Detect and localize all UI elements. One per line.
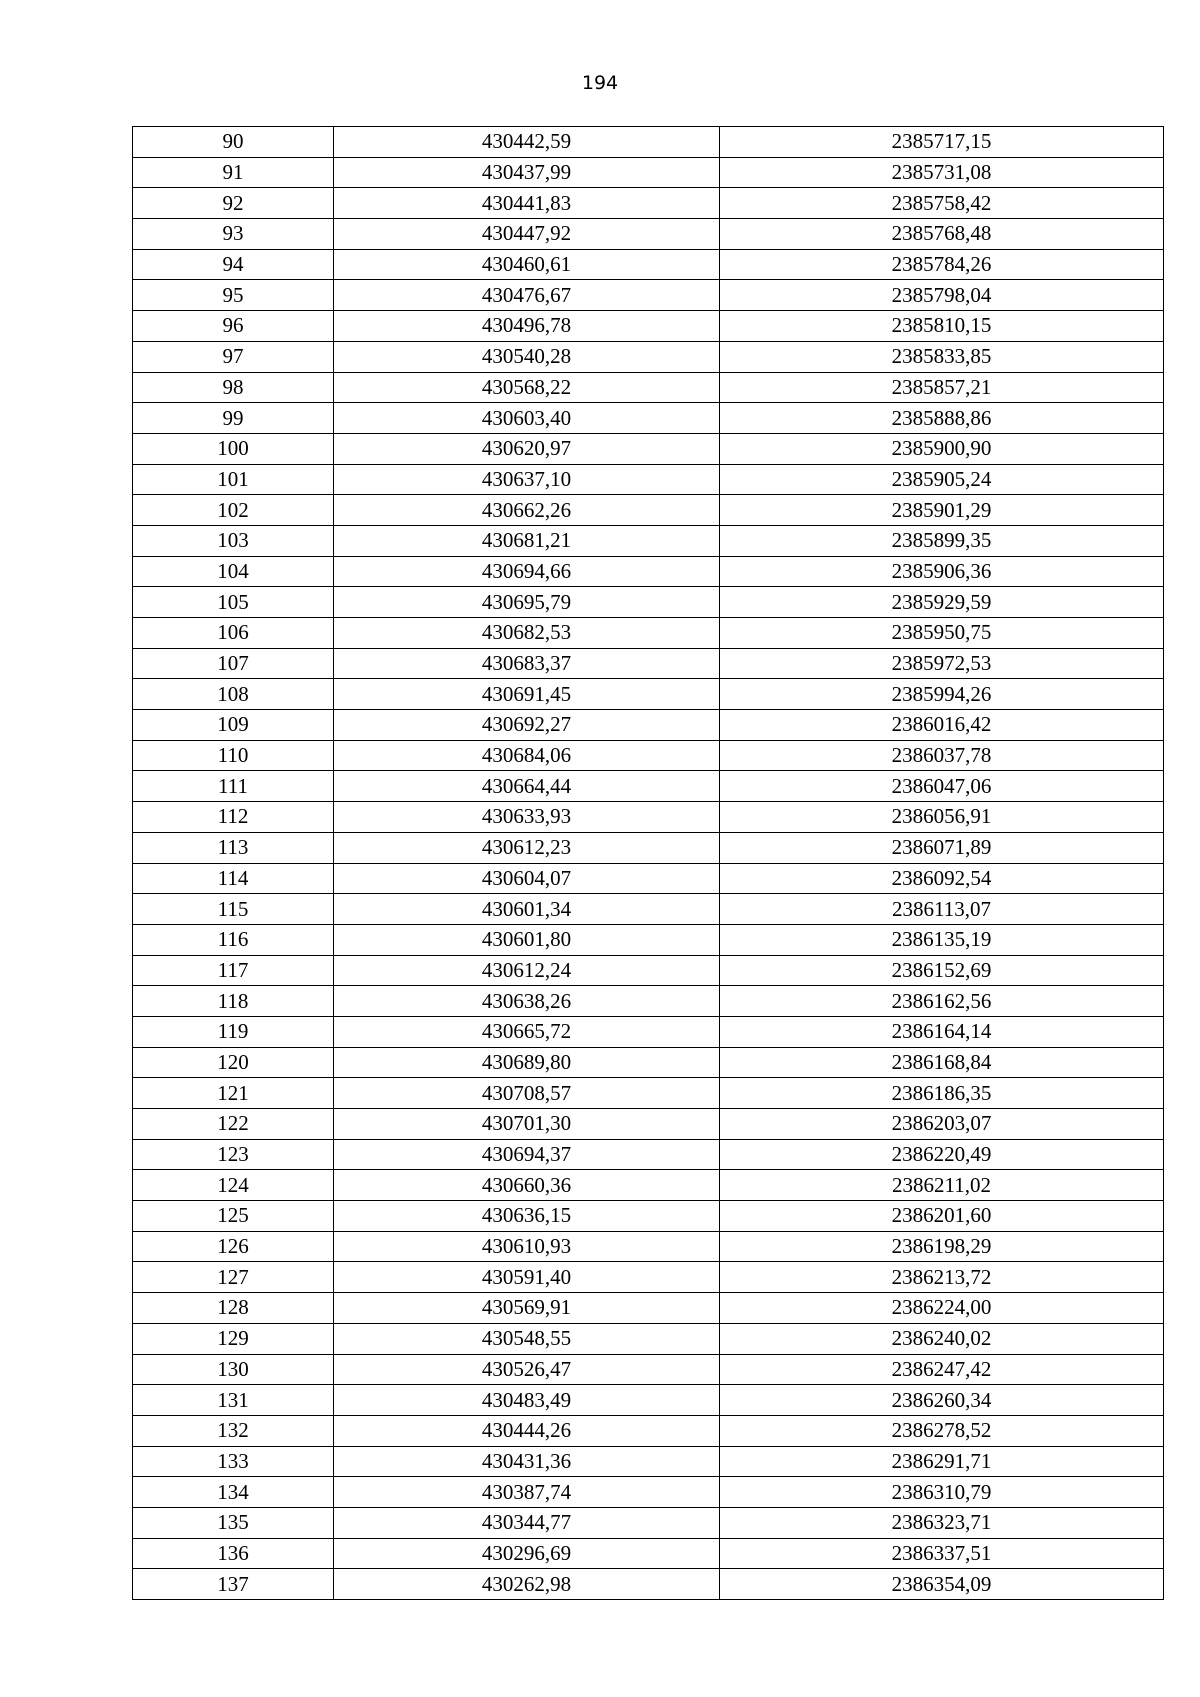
y-coordinate-cell: 2386168,84 <box>720 1047 1164 1078</box>
x-coordinate-cell: 430569,91 <box>334 1293 720 1324</box>
x-coordinate-cell: 430476,67 <box>334 280 720 311</box>
x-coordinate-cell: 430604,07 <box>334 863 720 894</box>
y-coordinate-cell: 2386337,51 <box>720 1538 1164 1569</box>
x-coordinate-cell: 430444,26 <box>334 1415 720 1446</box>
x-coordinate-cell: 430695,79 <box>334 587 720 618</box>
y-coordinate-cell: 2386198,29 <box>720 1231 1164 1262</box>
point-number-cell: 112 <box>133 802 334 833</box>
point-number-cell: 135 <box>133 1507 334 1538</box>
y-coordinate-cell: 2386186,35 <box>720 1078 1164 1109</box>
point-number-cell: 104 <box>133 556 334 587</box>
x-coordinate-cell: 430437,99 <box>334 157 720 188</box>
table-row <box>133 894 1164 925</box>
x-coordinate-cell: 430681,21 <box>334 525 720 556</box>
table-row <box>133 1078 1164 1109</box>
y-coordinate-cell: 2385784,26 <box>720 249 1164 280</box>
x-coordinate-cell: 430262,98 <box>334 1569 720 1600</box>
x-coordinate-cell: 430694,66 <box>334 556 720 587</box>
y-coordinate-cell: 2386164,14 <box>720 1016 1164 1047</box>
x-coordinate-cell: 430684,06 <box>334 740 720 771</box>
point-number-cell: 129 <box>133 1323 334 1354</box>
coordinates-table-body <box>133 127 1164 1600</box>
x-coordinate-cell: 430601,34 <box>334 894 720 925</box>
table-row <box>133 464 1164 495</box>
point-number-cell: 131 <box>133 1385 334 1416</box>
table-row <box>133 587 1164 618</box>
point-number-cell: 101 <box>133 464 334 495</box>
point-number-cell: 115 <box>133 894 334 925</box>
point-number-cell: 93 <box>133 219 334 250</box>
table-row <box>133 679 1164 710</box>
x-coordinate-cell: 430296,69 <box>334 1538 720 1569</box>
y-coordinate-cell: 2386056,91 <box>720 802 1164 833</box>
x-coordinate-cell: 430694,37 <box>334 1139 720 1170</box>
point-number-cell: 119 <box>133 1016 334 1047</box>
table-row <box>133 924 1164 955</box>
table-row <box>133 1262 1164 1293</box>
y-coordinate-cell: 2386323,71 <box>720 1507 1164 1538</box>
table-row <box>133 1047 1164 1078</box>
x-coordinate-cell: 430701,30 <box>334 1109 720 1140</box>
table-row <box>133 1569 1164 1600</box>
table-row <box>133 1415 1164 1446</box>
x-coordinate-cell: 430708,57 <box>334 1078 720 1109</box>
y-coordinate-cell: 2386278,52 <box>720 1415 1164 1446</box>
point-number-cell: 111 <box>133 771 334 802</box>
point-number-cell: 102 <box>133 495 334 526</box>
point-number-cell: 91 <box>133 157 334 188</box>
point-number-cell: 123 <box>133 1139 334 1170</box>
y-coordinate-cell: 2386211,02 <box>720 1170 1164 1201</box>
y-coordinate-cell: 2386220,49 <box>720 1139 1164 1170</box>
table-row <box>133 1109 1164 1140</box>
table-row <box>133 127 1164 158</box>
y-coordinate-cell: 2386203,07 <box>720 1109 1164 1140</box>
x-coordinate-cell: 430526,47 <box>334 1354 720 1385</box>
x-coordinate-cell: 430460,61 <box>334 249 720 280</box>
table-row <box>133 556 1164 587</box>
point-number-cell: 132 <box>133 1415 334 1446</box>
point-number-cell: 114 <box>133 863 334 894</box>
point-number-cell: 98 <box>133 372 334 403</box>
point-number-cell: 100 <box>133 433 334 464</box>
table-row <box>133 648 1164 679</box>
y-coordinate-cell: 2385906,36 <box>720 556 1164 587</box>
y-coordinate-cell: 2385768,48 <box>720 219 1164 250</box>
table-row <box>133 1507 1164 1538</box>
y-coordinate-cell: 2385901,29 <box>720 495 1164 526</box>
point-number-cell: 120 <box>133 1047 334 1078</box>
y-coordinate-cell: 2386037,78 <box>720 740 1164 771</box>
y-coordinate-cell: 2386113,07 <box>720 894 1164 925</box>
x-coordinate-cell: 430387,74 <box>334 1477 720 1508</box>
point-number-cell: 127 <box>133 1262 334 1293</box>
page-number: 194 <box>581 72 619 94</box>
y-coordinate-cell: 2385717,15 <box>720 127 1164 158</box>
y-coordinate-cell: 2385899,35 <box>720 525 1164 556</box>
x-coordinate-cell: 430612,24 <box>334 955 720 986</box>
y-coordinate-cell: 2385888,86 <box>720 403 1164 434</box>
x-coordinate-cell: 430603,40 <box>334 403 720 434</box>
table-row <box>133 1477 1164 1508</box>
point-number-cell: 136 <box>133 1538 334 1569</box>
table-row <box>133 525 1164 556</box>
x-coordinate-cell: 430610,93 <box>334 1231 720 1262</box>
table-row <box>133 1446 1164 1477</box>
table-row <box>133 188 1164 219</box>
y-coordinate-cell: 2386247,42 <box>720 1354 1164 1385</box>
table-row <box>133 249 1164 280</box>
point-number-cell: 137 <box>133 1569 334 1600</box>
y-coordinate-cell: 2385731,08 <box>720 157 1164 188</box>
x-coordinate-cell: 430665,72 <box>334 1016 720 1047</box>
table-row <box>133 1231 1164 1262</box>
table-row <box>133 403 1164 434</box>
table-row <box>133 1016 1164 1047</box>
y-coordinate-cell: 2385900,90 <box>720 433 1164 464</box>
table-row <box>133 1170 1164 1201</box>
y-coordinate-cell: 2386213,72 <box>720 1262 1164 1293</box>
x-coordinate-cell: 430601,80 <box>334 924 720 955</box>
point-number-cell: 109 <box>133 710 334 741</box>
point-number-cell: 105 <box>133 587 334 618</box>
coordinates-table <box>132 126 1164 1600</box>
x-coordinate-cell: 430540,28 <box>334 341 720 372</box>
x-coordinate-cell: 430691,45 <box>334 679 720 710</box>
point-number-cell: 96 <box>133 311 334 342</box>
table-row <box>133 832 1164 863</box>
y-coordinate-cell: 2386354,09 <box>720 1569 1164 1600</box>
point-number-cell: 97 <box>133 341 334 372</box>
point-number-cell: 125 <box>133 1201 334 1232</box>
table-row <box>133 740 1164 771</box>
x-coordinate-cell: 430660,36 <box>334 1170 720 1201</box>
x-coordinate-cell: 430620,97 <box>334 433 720 464</box>
table-row <box>133 863 1164 894</box>
x-coordinate-cell: 430682,53 <box>334 618 720 649</box>
y-coordinate-cell: 2385972,53 <box>720 648 1164 679</box>
x-coordinate-cell: 430548,55 <box>334 1323 720 1354</box>
x-coordinate-cell: 430344,77 <box>334 1507 720 1538</box>
y-coordinate-cell: 2386201,60 <box>720 1201 1164 1232</box>
point-number-cell: 90 <box>133 127 334 158</box>
point-number-cell: 95 <box>133 280 334 311</box>
x-coordinate-cell: 430638,26 <box>334 986 720 1017</box>
x-coordinate-cell: 430692,27 <box>334 710 720 741</box>
table-row <box>133 157 1164 188</box>
point-number-cell: 130 <box>133 1354 334 1385</box>
y-coordinate-cell: 2385758,42 <box>720 188 1164 219</box>
table-row <box>133 618 1164 649</box>
table-row <box>133 1354 1164 1385</box>
point-number-cell: 108 <box>133 679 334 710</box>
point-number-cell: 92 <box>133 188 334 219</box>
y-coordinate-cell: 2386260,34 <box>720 1385 1164 1416</box>
table-row <box>133 341 1164 372</box>
table-row <box>133 1385 1164 1416</box>
y-coordinate-cell: 2386071,89 <box>720 832 1164 863</box>
x-coordinate-cell: 430441,83 <box>334 188 720 219</box>
y-coordinate-cell: 2386092,54 <box>720 863 1164 894</box>
y-coordinate-cell: 2386240,02 <box>720 1323 1164 1354</box>
y-coordinate-cell: 2386162,56 <box>720 986 1164 1017</box>
x-coordinate-cell: 430496,78 <box>334 311 720 342</box>
y-coordinate-cell: 2386310,79 <box>720 1477 1164 1508</box>
point-number-cell: 118 <box>133 986 334 1017</box>
table-row <box>133 1201 1164 1232</box>
x-coordinate-cell: 430664,44 <box>334 771 720 802</box>
point-number-cell: 134 <box>133 1477 334 1508</box>
point-number-cell: 106 <box>133 618 334 649</box>
y-coordinate-cell: 2385798,04 <box>720 280 1164 311</box>
table-row <box>133 372 1164 403</box>
y-coordinate-cell: 2385905,24 <box>720 464 1164 495</box>
y-coordinate-cell: 2385810,15 <box>720 311 1164 342</box>
x-coordinate-cell: 430683,37 <box>334 648 720 679</box>
x-coordinate-cell: 430662,26 <box>334 495 720 526</box>
table-row <box>133 1139 1164 1170</box>
x-coordinate-cell: 430633,93 <box>334 802 720 833</box>
x-coordinate-cell: 430447,92 <box>334 219 720 250</box>
y-coordinate-cell: 2385833,85 <box>720 341 1164 372</box>
y-coordinate-cell: 2386016,42 <box>720 710 1164 741</box>
y-coordinate-cell: 2385857,21 <box>720 372 1164 403</box>
point-number-cell: 122 <box>133 1109 334 1140</box>
table-row <box>133 433 1164 464</box>
table-row <box>133 710 1164 741</box>
point-number-cell: 94 <box>133 249 334 280</box>
x-coordinate-cell: 430483,49 <box>334 1385 720 1416</box>
x-coordinate-cell: 430612,23 <box>334 832 720 863</box>
x-coordinate-cell: 430568,22 <box>334 372 720 403</box>
y-coordinate-cell: 2386291,71 <box>720 1446 1164 1477</box>
point-number-cell: 126 <box>133 1231 334 1262</box>
table-row <box>133 280 1164 311</box>
point-number-cell: 117 <box>133 955 334 986</box>
x-coordinate-cell: 430431,36 <box>334 1446 720 1477</box>
x-coordinate-cell: 430442,59 <box>334 127 720 158</box>
table-row <box>133 802 1164 833</box>
point-number-cell: 133 <box>133 1446 334 1477</box>
table-row <box>133 1538 1164 1569</box>
table-row <box>133 1323 1164 1354</box>
point-number-cell: 121 <box>133 1078 334 1109</box>
table-row <box>133 219 1164 250</box>
x-coordinate-cell: 430636,15 <box>334 1201 720 1232</box>
table-row <box>133 955 1164 986</box>
y-coordinate-cell: 2385929,59 <box>720 587 1164 618</box>
point-number-cell: 99 <box>133 403 334 434</box>
table-row <box>133 1293 1164 1324</box>
table-row <box>133 311 1164 342</box>
point-number-cell: 113 <box>133 832 334 863</box>
point-number-cell: 128 <box>133 1293 334 1324</box>
y-coordinate-cell: 2386152,69 <box>720 955 1164 986</box>
point-number-cell: 103 <box>133 525 334 556</box>
y-coordinate-cell: 2385950,75 <box>720 618 1164 649</box>
table-row <box>133 986 1164 1017</box>
table-row <box>133 771 1164 802</box>
y-coordinate-cell: 2385994,26 <box>720 679 1164 710</box>
point-number-cell: 116 <box>133 924 334 955</box>
point-number-cell: 110 <box>133 740 334 771</box>
point-number-cell: 107 <box>133 648 334 679</box>
table-row <box>133 495 1164 526</box>
point-number-cell: 124 <box>133 1170 334 1201</box>
x-coordinate-cell: 430689,80 <box>334 1047 720 1078</box>
y-coordinate-cell: 2386047,06 <box>720 771 1164 802</box>
x-coordinate-cell: 430591,40 <box>334 1262 720 1293</box>
y-coordinate-cell: 2386135,19 <box>720 924 1164 955</box>
y-coordinate-cell: 2386224,00 <box>720 1293 1164 1324</box>
x-coordinate-cell: 430637,10 <box>334 464 720 495</box>
